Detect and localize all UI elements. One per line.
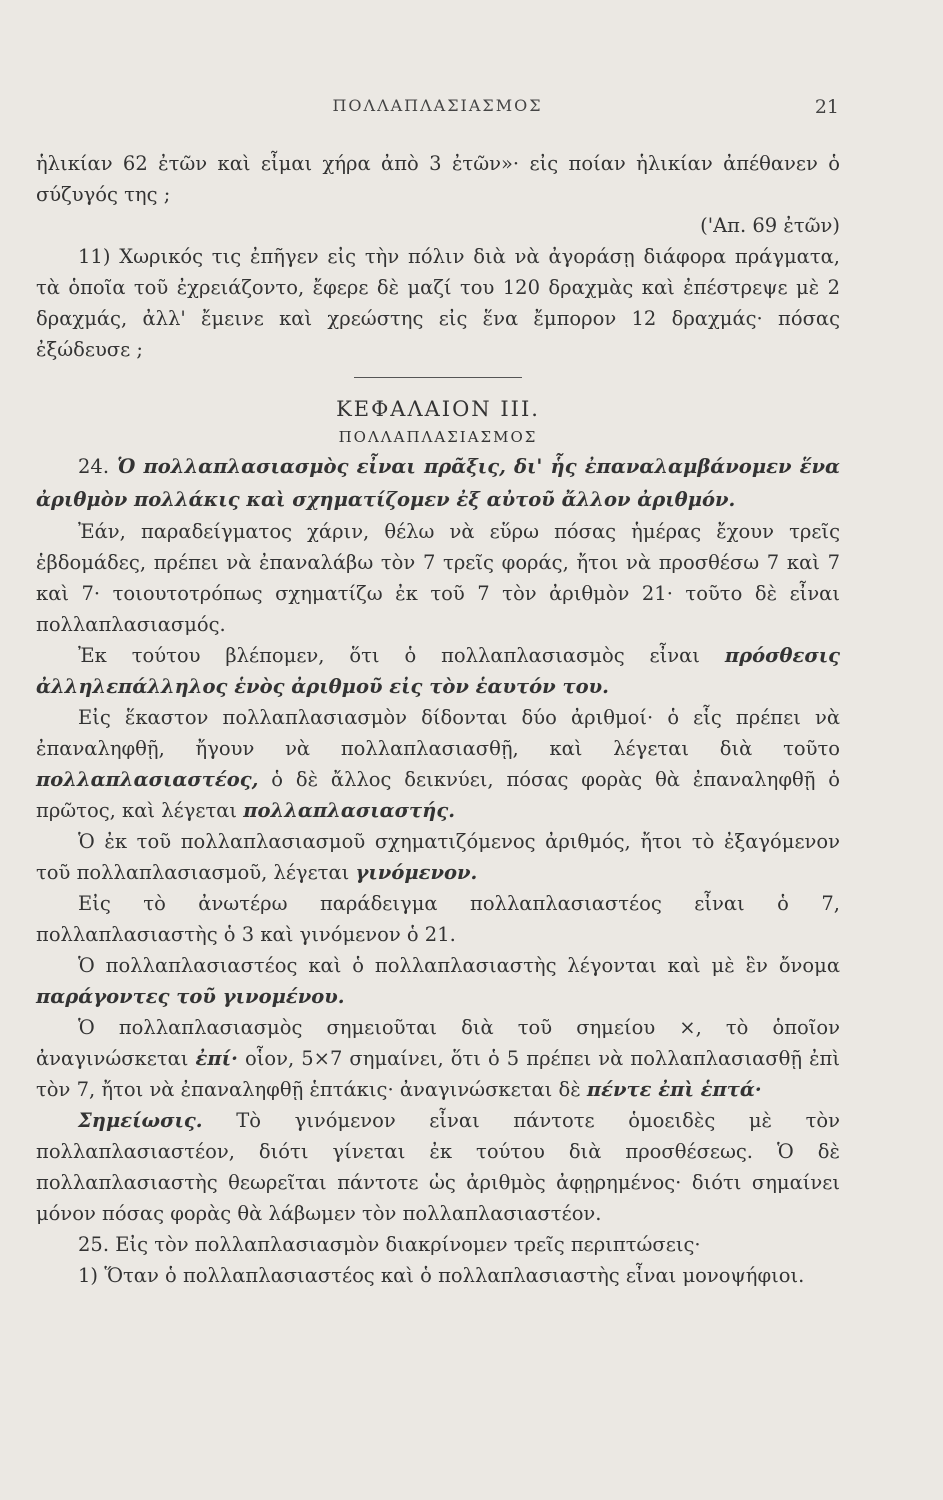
section-divider	[354, 377, 522, 378]
above-example-paragraph: Εἰς τὸ ἀνωτέρω παράδειγμα πολλαπλασιαστέος εἶναι ὁ 7, πολλαπλασιαστὴς ὁ 3 καὶ γινόμενον ὁ 21.	[36, 892, 840, 946]
case-1: 1) Ὅταν ὁ πολλαπλασιαστέος καὶ ὁ πολλαπλασιαστὴς εἶναι μονοψήφιοι.	[78, 1264, 805, 1287]
page-body	[36, 148, 840, 1291]
therefore-text: Ἐκ τούτου βλέπομεν, ὅτι ὁ πολλαπλασιασμὸς εἶναι	[78, 644, 700, 667]
paragraph-number: 24.	[78, 455, 110, 478]
term-epi: ἐπί·	[195, 1047, 238, 1070]
section-title: ΠΟΛΛΑΠΛΑΣΙΑΣΜΟΣ	[338, 428, 538, 446]
definition-paragraph	[36, 450, 840, 516]
factors-text: Ὁ πολλαπλασιαστέος καὶ ὁ πολλαπλασιαστὴς λέγονται καὶ μὲ ἓν ὄνομα	[78, 954, 840, 977]
sign-text-1: Ὁ πολλαπλασιασμὸς σημειοῦται διὰ τοῦ σημείου ×, τὸ ὁποῖον ἀναγινώσκεται	[36, 1016, 840, 1070]
paragraph-25: 25. Εἰς τὸν πολλαπλασιασμὸν διακρίνομεν τρεῖς περιπτώσεις·	[78, 1233, 701, 1256]
note-text: Τὸ γινόμενον εἶναι πάντοτε ὁμοειδὲς μὲ τὸν πολλαπλασιαστέον, διότι γίνεται ἐκ τούτου διὰ προσθέσεως. Ὁ δὲ πολλαπλασιαστὴς θεωρεῖται πάντοτε ὡς ἀριθμὸς ἀφῃρημένος· διότι σημαίνει μόνον πόσας φορὰς θὰ λάβωμεν τὸν πολλαπλασιαστέον.	[36, 1109, 840, 1225]
definition-text: Ὁ πολλαπλασιασμὸς εἶναι πρᾶξις, δι' ἧς ἐπαναλαμβάνομεν ἕνα ἀριθμὸν πολλάκις καὶ σχηματίζομεν ἐξ αὐτοῦ ἄλλον ἀριθμόν.	[36, 455, 840, 511]
page-number: 21	[814, 96, 839, 118]
sign-text-2: οἷον, 5×7 σημαίνει, ὅτι ὁ 5 πρέπει νὰ πολλαπλασιασθῇ ἐπὶ τὸν 7, ἤτοι νὰ ἐπαναληφθῇ ἑπτάκις· ἀναγινώσκεται δὲ	[36, 1047, 841, 1101]
note-label: Σημείωσις.	[78, 1109, 203, 1132]
intro-line: ἡλικίαν 62 ἐτῶν καὶ εἶμαι χήρα ἀπὸ 3 ἐτῶν»· εἰς ποίαν ἡλικίαν ἀπέθανεν ὁ σύζυγός της ;	[36, 152, 840, 206]
sign-paragraph	[36, 1012, 840, 1105]
therefore-paragraph	[36, 640, 840, 702]
terms-paragraph	[36, 702, 840, 826]
term-five-times-seven: πέντε ἐπὶ ἑπτά·	[586, 1078, 762, 1101]
intro-answer: ('Απ. 69 ἐτῶν)	[700, 214, 840, 237]
example-paragraph: Ἐάν, παραδείγματος χάριν, θέλω νὰ εὕρω πόσας ἡμέρας ἔχουν τρεῖς ἑβδομάδες, πρέπει νὰ ἐπαναλάβω τὸν 7 τρεῖς φοράς, ἤτοι νὰ προσθέσω 7 καὶ 7 καὶ 7· τοιουτοτρόπως σχηματίζω ἐκ τοῦ 7 τὸν ἀριθμὸν 21· τοῦτο δὲ εἶναι πολλαπλασιασμός.	[36, 520, 840, 636]
term-product: γινόμενον.	[355, 861, 478, 884]
page-header	[36, 96, 839, 122]
therefore-emphasis: πρόσθεσις ἀλληλεπάλληλος ἑνὸς ἀριθμοῦ εἰς τὸν ἑαυτόν του.	[36, 644, 840, 698]
product-text: Ὁ ἐκ τοῦ πολλαπλασιασμοῦ σχηματιζόμενος ἀριθμός, ἤτοι τὸ ἐξαγόμενον τοῦ πολλαπλασιασμοῦ, λέγεται	[36, 830, 840, 884]
term-multiplier: πολλαπλασιαστής.	[243, 799, 455, 822]
chapter-title: ΚΕΦΑΛΑΙΟΝ ΙΙΙ.	[336, 397, 540, 421]
problem-11: 11) Χωρικός τις ἐπῆγεν εἰς τὴν πόλιν διὰ νὰ ἀγοράσῃ διάφορα πράγματα, τὰ ὁποῖα τοῦ ἐχρειάζοντο, ἔφερε δὲ μαζί του 120 δραχμὰς καὶ ἐπέστρεψε μὲ 2 δραχμάς, ἀλλ' ἔμεινε καὶ χρεώστης εἰς ἕνα ἔμπορον 12 δραχμάς· πόσας ἐξώδευσε ;	[36, 245, 840, 361]
term-multiplicand: πολλαπλασιαστέος,	[36, 768, 259, 791]
running-head: ΠΟΛΛΑΠΛΑΣΙΑΣΜΟΣ	[332, 96, 543, 115]
term-factors: παράγοντες τοῦ γινομένου.	[36, 985, 345, 1008]
note-paragraph	[36, 1105, 840, 1229]
product-paragraph	[36, 826, 840, 888]
terms-text-2: ὁ δὲ ἄλλος δεικνύει, πόσας φορὰς θὰ ἐπαναληφθῇ ὁ πρῶτος, καὶ λέγεται	[36, 768, 840, 822]
terms-text-1: Εἰς ἕκαστον πολλαπλασιασμὸν δίδονται δύο ἀριθμοί· ὁ εἷς πρέπει νὰ ἐπαναληφθῇ, ἤγουν νὰ πολλαπλασιασθῇ, καὶ λέγεται διὰ τοῦτο	[36, 706, 840, 760]
factors-paragraph	[36, 950, 840, 1012]
